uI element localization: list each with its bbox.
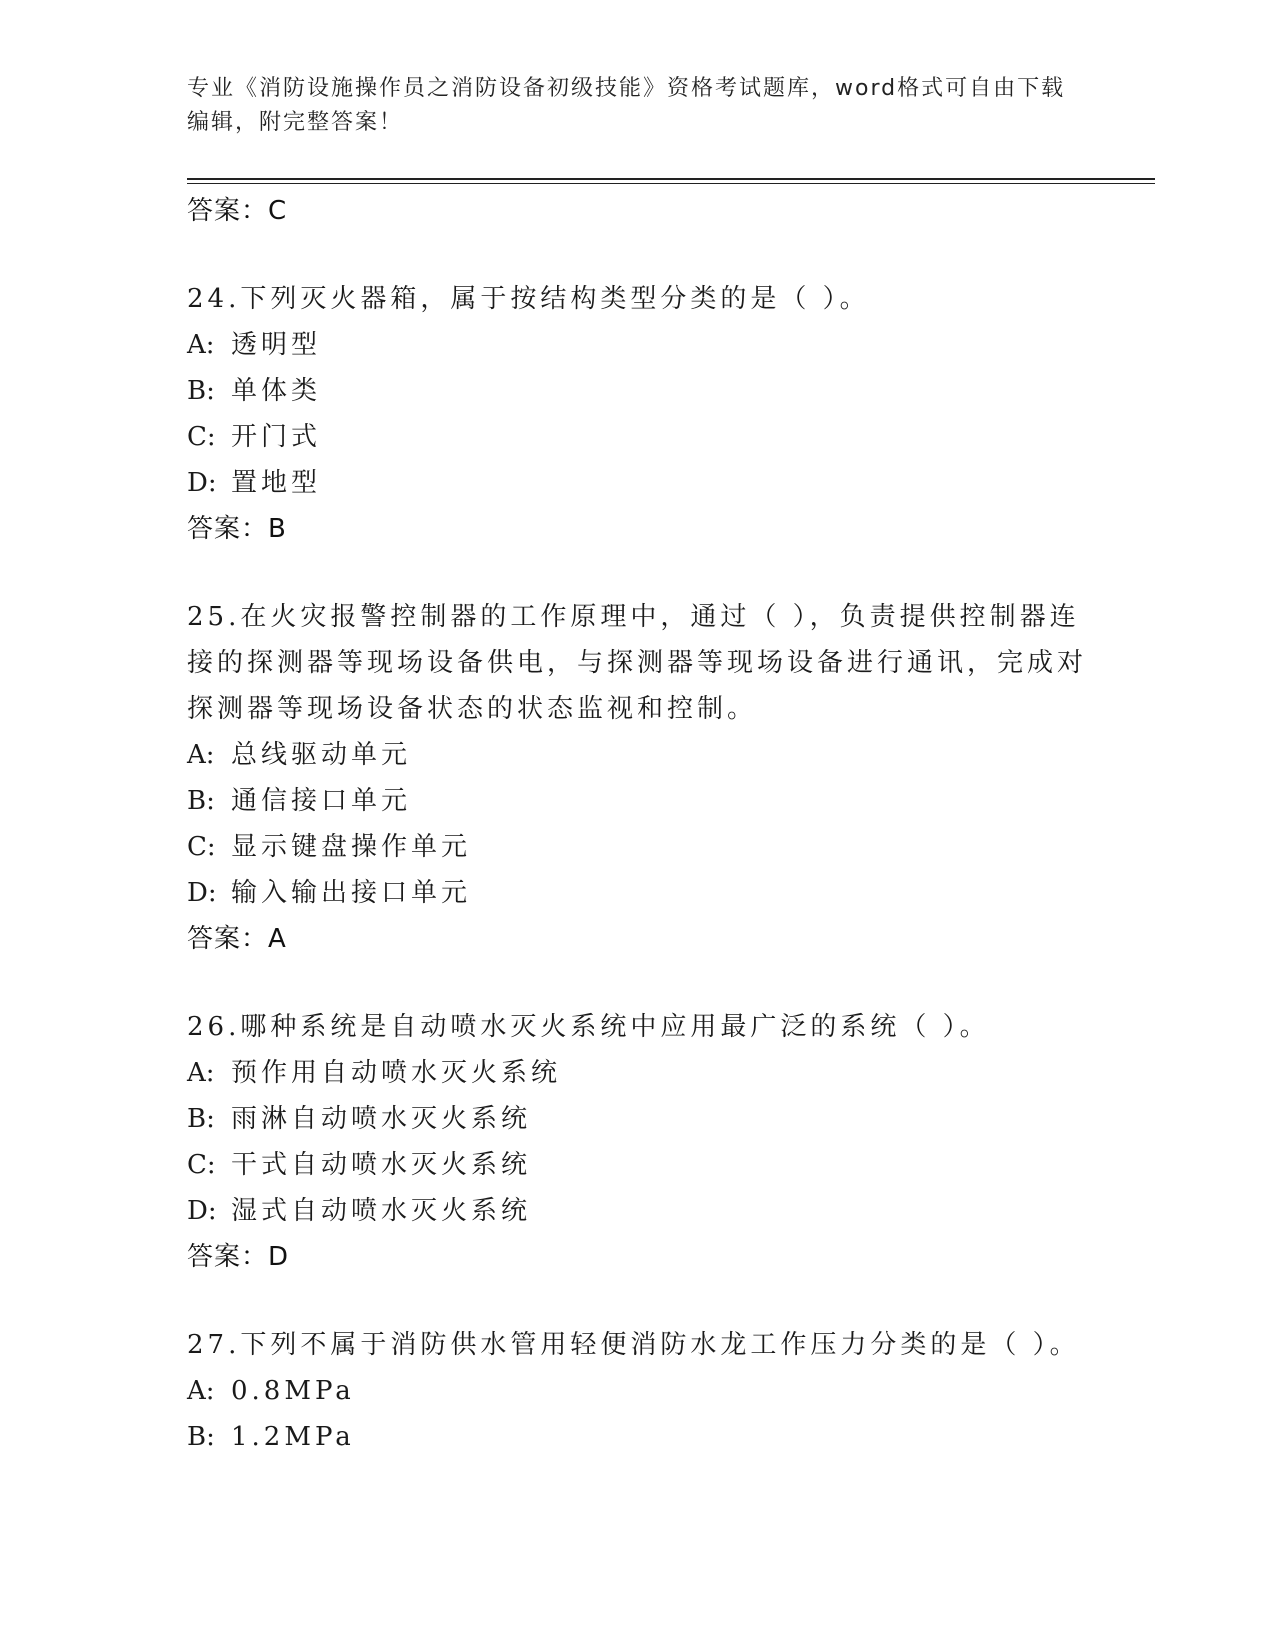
option-c (187, 414, 1087, 460)
option-key: A: (187, 740, 215, 770)
option-text: 单体类 (231, 376, 322, 406)
option-text: 输入输出接口单元 (231, 878, 472, 908)
option-c (187, 1142, 1087, 1188)
option-text: 通信接口单元 (231, 786, 412, 816)
option-key: A: (187, 1376, 215, 1406)
question-stem: 26.哪种系统是自动喷水灭火系统中应用最广泛的系统（ ）。 (187, 1012, 990, 1042)
option-a (187, 322, 1087, 368)
option-key: C: (187, 422, 216, 452)
option-key: A: (187, 330, 215, 360)
option-d (187, 870, 1087, 916)
option-key: C: (187, 832, 216, 862)
question-26 (187, 1004, 1087, 1280)
option-text: 1.2MPa (231, 1422, 355, 1452)
question-24 (187, 276, 1087, 552)
answer-label: 答案：A (187, 924, 287, 954)
option-a (187, 732, 1087, 778)
question-stem: 27.下列不属于消防供水管用轻便消防水龙工作压力分类的是（ ）。 (187, 1330, 1080, 1360)
option-text: 预作用自动喷水灭火系统 (231, 1058, 562, 1088)
previous-answer: 答案：C (187, 196, 288, 226)
question-list (187, 188, 1087, 1460)
option-key: C: (187, 1150, 216, 1180)
option-text: 开门式 (231, 422, 322, 452)
option-key: B: (187, 786, 215, 816)
option-text: 湿式自动喷水灭火系统 (231, 1196, 532, 1226)
option-text: 总线驱动单元 (231, 740, 412, 770)
option-b (187, 368, 1087, 414)
document-header: 专业《消防设施操作员之消防设备初级技能》资格考试题库，word格式可自由下载编辑，附完整答案！ (187, 76, 1066, 135)
option-text: 透明型 (231, 330, 322, 360)
header-divider-thick (187, 178, 1155, 180)
option-a (187, 1368, 1087, 1414)
option-text: 显示键盘操作单元 (231, 832, 472, 862)
option-b (187, 1414, 1087, 1460)
option-key: B: (187, 376, 215, 406)
option-key: D: (187, 468, 217, 498)
option-c (187, 824, 1087, 870)
answer-label: 答案：B (187, 514, 287, 544)
question-27 (187, 1322, 1087, 1460)
option-d (187, 1188, 1087, 1234)
option-text: 干式自动喷水灭火系统 (231, 1150, 532, 1180)
header-divider-thin (187, 183, 1155, 184)
option-d (187, 460, 1087, 506)
option-b (187, 778, 1087, 824)
option-text: 置地型 (231, 468, 322, 498)
question-stem: 24.下列灭火器箱，属于按结构类型分类的是（ ）。 (187, 284, 870, 314)
option-a (187, 1050, 1087, 1096)
answer-label: 答案：D (187, 1242, 290, 1272)
option-b (187, 1096, 1087, 1142)
option-key: B: (187, 1104, 215, 1134)
question-25 (187, 594, 1087, 962)
option-key: B: (187, 1422, 215, 1452)
option-key: A: (187, 1058, 215, 1088)
option-text: 雨淋自动喷水灭火系统 (231, 1104, 532, 1134)
option-key: D: (187, 878, 217, 908)
option-text: 0.8MPa (231, 1376, 355, 1406)
question-stem: 25.在火灾报警控制器的工作原理中，通过（ ），负责提供控制器连接的探测器等现场设备供电，与探测器等现场设备进行通讯，完成对探测器等现场设备状态的状态监视和控制。 (187, 602, 1088, 724)
option-key: D: (187, 1196, 217, 1226)
